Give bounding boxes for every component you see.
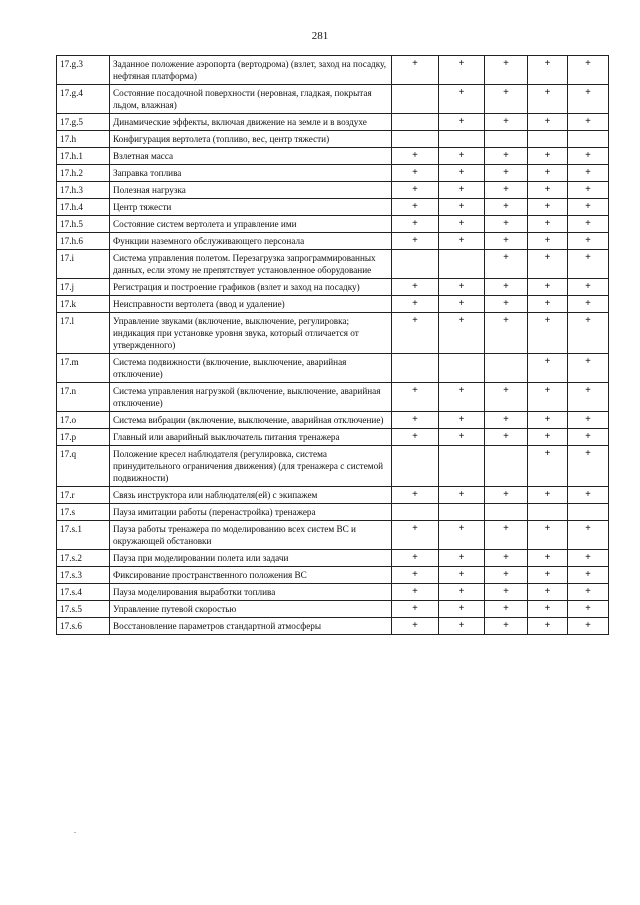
level-mark-3: +: [485, 550, 528, 567]
level-mark-4: [528, 131, 568, 148]
row-code: 17.h.3: [57, 182, 110, 199]
level-mark-3: +: [485, 114, 528, 131]
row-description: Динамические эффекты, включая движение на земле и в воздухе: [110, 114, 392, 131]
level-mark-5: +: [568, 114, 609, 131]
level-mark-1: +: [392, 182, 439, 199]
row-code: 17.i: [57, 250, 110, 279]
row-code: 17.g.3: [57, 56, 110, 85]
table-row: [57, 199, 609, 216]
level-mark-5: +: [568, 216, 609, 233]
level-mark-1: +: [392, 148, 439, 165]
level-mark-4: +: [528, 85, 568, 114]
row-code: 17.s: [57, 504, 110, 521]
row-description: Система управления нагрузкой (включение, выключение, аварийная отключение): [110, 383, 392, 412]
table-row: [57, 131, 609, 148]
level-mark-5: +: [568, 601, 609, 618]
level-mark-5: +: [568, 148, 609, 165]
footer-mark: .: [74, 826, 76, 835]
level-mark-3: +: [485, 279, 528, 296]
level-mark-1: [392, 250, 439, 279]
level-mark-2: +: [439, 216, 485, 233]
level-mark-4: +: [528, 279, 568, 296]
level-mark-1: +: [392, 429, 439, 446]
level-mark-2: +: [439, 233, 485, 250]
level-mark-4: +: [528, 56, 568, 85]
level-mark-1: +: [392, 296, 439, 313]
row-description: Регистрация и построение графиков (взлет и заход на посадку): [110, 279, 392, 296]
row-description: Пауза имитации работы (перенастройка) тренажера: [110, 504, 392, 521]
level-mark-5: [568, 504, 609, 521]
row-code: 17.g.4: [57, 85, 110, 114]
level-mark-2: +: [439, 601, 485, 618]
level-mark-1: +: [392, 216, 439, 233]
level-mark-5: +: [568, 313, 609, 354]
level-mark-1: +: [392, 383, 439, 412]
level-mark-2: +: [439, 279, 485, 296]
table-row: [57, 216, 609, 233]
row-description: Заданное положение аэропорта (вертодрома) (взлет, заход на посадку, нефтяная платформа): [110, 56, 392, 85]
table-row: [57, 567, 609, 584]
level-mark-1: [392, 131, 439, 148]
level-mark-3: +: [485, 601, 528, 618]
level-mark-3: +: [485, 199, 528, 216]
row-code: 17.h.6: [57, 233, 110, 250]
level-mark-2: [439, 504, 485, 521]
row-description: Конфигурация вертолета (топливо, вес, центр тяжести): [110, 131, 392, 148]
level-mark-1: +: [392, 279, 439, 296]
level-mark-4: +: [528, 383, 568, 412]
row-description: Система подвижности (включение, выключение, аварийная отключение): [110, 354, 392, 383]
table-row: [57, 521, 609, 550]
level-mark-1: [392, 446, 439, 487]
level-mark-3: +: [485, 618, 528, 635]
level-mark-3: +: [485, 56, 528, 85]
level-mark-4: +: [528, 165, 568, 182]
level-mark-5: +: [568, 429, 609, 446]
level-mark-2: +: [439, 584, 485, 601]
table-row: [57, 550, 609, 567]
level-mark-5: +: [568, 383, 609, 412]
row-code: 17.s.1: [57, 521, 110, 550]
level-mark-4: +: [528, 567, 568, 584]
row-code: 17.s.3: [57, 567, 110, 584]
table-row: [57, 296, 609, 313]
table-row: [57, 85, 609, 114]
table-row: [57, 114, 609, 131]
level-mark-1: +: [392, 487, 439, 504]
level-mark-3: +: [485, 429, 528, 446]
level-mark-3: +: [485, 383, 528, 412]
level-mark-2: +: [439, 567, 485, 584]
level-mark-5: +: [568, 279, 609, 296]
row-code: 17.s.4: [57, 584, 110, 601]
table-row: [57, 165, 609, 182]
level-mark-3: +: [485, 521, 528, 550]
level-mark-1: +: [392, 601, 439, 618]
row-description: Восстановление параметров стандартной атмосферы: [110, 618, 392, 635]
level-mark-2: +: [439, 56, 485, 85]
level-mark-4: +: [528, 550, 568, 567]
table-row: [57, 487, 609, 504]
level-mark-1: +: [392, 165, 439, 182]
row-description: Управление звуками (включение, выключение, регулировка; индикация при установке уровня звука, который отличается от утвержденного): [110, 313, 392, 354]
level-mark-4: +: [528, 199, 568, 216]
level-mark-1: [392, 354, 439, 383]
row-code: 17.h.1: [57, 148, 110, 165]
row-description: Состояние систем вертолета и управление ими: [110, 216, 392, 233]
row-description: Функции наземного обслуживающего персонала: [110, 233, 392, 250]
row-code: 17.m: [57, 354, 110, 383]
level-mark-4: +: [528, 250, 568, 279]
level-mark-3: +: [485, 165, 528, 182]
row-code: 17.n: [57, 383, 110, 412]
level-mark-3: +: [485, 412, 528, 429]
row-code: 17.g.5: [57, 114, 110, 131]
level-mark-3: +: [485, 487, 528, 504]
row-code: 17.h.2: [57, 165, 110, 182]
level-mark-5: +: [568, 618, 609, 635]
level-mark-2: +: [439, 114, 485, 131]
row-description: Главный или аварийный выключатель питания тренажера: [110, 429, 392, 446]
level-mark-5: +: [568, 521, 609, 550]
level-mark-4: +: [528, 296, 568, 313]
level-mark-4: +: [528, 601, 568, 618]
level-mark-3: [485, 504, 528, 521]
table-row: [57, 354, 609, 383]
row-code: 17.h.5: [57, 216, 110, 233]
level-mark-5: +: [568, 550, 609, 567]
level-mark-5: +: [568, 446, 609, 487]
level-mark-2: [439, 446, 485, 487]
level-mark-3: +: [485, 148, 528, 165]
level-mark-5: +: [568, 250, 609, 279]
level-mark-2: +: [439, 429, 485, 446]
row-code: 17.o: [57, 412, 110, 429]
row-description: Пауза работы тренажера по моделированию всех систем ВС и окружающей обстановки: [110, 521, 392, 550]
level-mark-3: +: [485, 313, 528, 354]
row-code: 17.q: [57, 446, 110, 487]
requirements-table: [56, 55, 609, 635]
level-mark-5: +: [568, 354, 609, 383]
level-mark-2: +: [439, 165, 485, 182]
table-row: [57, 56, 609, 85]
level-mark-5: +: [568, 165, 609, 182]
level-mark-1: [392, 504, 439, 521]
level-mark-5: [568, 131, 609, 148]
level-mark-5: +: [568, 567, 609, 584]
level-mark-4: +: [528, 487, 568, 504]
level-mark-3: +: [485, 182, 528, 199]
level-mark-1: +: [392, 521, 439, 550]
table-row: [57, 383, 609, 412]
level-mark-4: +: [528, 233, 568, 250]
level-mark-2: +: [439, 296, 485, 313]
row-description: Система управления полетом. Перезагрузка запрограммированных данных, если этому не препятствует установленное оборудование: [110, 250, 392, 279]
level-mark-4: +: [528, 446, 568, 487]
row-description: Центр тяжести: [110, 199, 392, 216]
row-description: Взлетная масса: [110, 148, 392, 165]
level-mark-3: [485, 131, 528, 148]
level-mark-2: +: [439, 148, 485, 165]
level-mark-1: +: [392, 56, 439, 85]
row-description: Связь инструктора или наблюдателя(ей) с экипажем: [110, 487, 392, 504]
level-mark-3: [485, 354, 528, 383]
row-description: Заправка топлива: [110, 165, 392, 182]
level-mark-1: +: [392, 313, 439, 354]
level-mark-2: +: [439, 199, 485, 216]
row-description: Управление путевой скоростью: [110, 601, 392, 618]
table-row: [57, 250, 609, 279]
row-description: Неисправности вертолета (ввод и удаление): [110, 296, 392, 313]
level-mark-4: +: [528, 114, 568, 131]
level-mark-3: +: [485, 216, 528, 233]
level-mark-4: +: [528, 521, 568, 550]
row-description: Положение кресел наблюдателя (регулировка, система принудительного ограничения движения) (для тренажера с системой подвижности): [110, 446, 392, 487]
level-mark-5: +: [568, 296, 609, 313]
level-mark-2: +: [439, 550, 485, 567]
level-mark-3: +: [485, 85, 528, 114]
level-mark-4: +: [528, 618, 568, 635]
page-number: 281: [311, 30, 329, 42]
table-row: [57, 429, 609, 446]
level-mark-2: +: [439, 618, 485, 635]
table-row: [57, 182, 609, 199]
row-code: 17.l: [57, 313, 110, 354]
level-mark-3: +: [485, 233, 528, 250]
level-mark-1: +: [392, 233, 439, 250]
row-code: 17.p: [57, 429, 110, 446]
level-mark-3: +: [485, 296, 528, 313]
level-mark-4: +: [528, 216, 568, 233]
row-code: 17.j: [57, 279, 110, 296]
table-row: [57, 618, 609, 635]
table-row: [57, 446, 609, 487]
table-row: [57, 313, 609, 354]
level-mark-2: +: [439, 182, 485, 199]
level-mark-4: +: [528, 148, 568, 165]
level-mark-5: +: [568, 487, 609, 504]
level-mark-1: +: [392, 567, 439, 584]
level-mark-2: +: [439, 313, 485, 354]
row-code: 17.s.6: [57, 618, 110, 635]
level-mark-4: +: [528, 429, 568, 446]
level-mark-4: +: [528, 412, 568, 429]
level-mark-5: +: [568, 233, 609, 250]
level-mark-5: +: [568, 584, 609, 601]
level-mark-4: +: [528, 354, 568, 383]
row-description: Состояние посадочной поверхности (неровная, гладкая, покрытая льдом, влажная): [110, 85, 392, 114]
level-mark-1: +: [392, 412, 439, 429]
level-mark-4: +: [528, 584, 568, 601]
table-row: [57, 504, 609, 521]
row-code: 17.s.5: [57, 601, 110, 618]
row-code: 17.h.4: [57, 199, 110, 216]
table-row: [57, 584, 609, 601]
row-description: Фиксирование пространственного положения ВС: [110, 567, 392, 584]
row-code: 17.s.2: [57, 550, 110, 567]
table-row: [57, 148, 609, 165]
level-mark-2: +: [439, 412, 485, 429]
table-row: [57, 601, 609, 618]
level-mark-2: [439, 131, 485, 148]
level-mark-4: +: [528, 313, 568, 354]
row-description: Пауза моделирования выработки топлива: [110, 584, 392, 601]
row-description: Полезная нагрузка: [110, 182, 392, 199]
level-mark-5: +: [568, 182, 609, 199]
level-mark-3: +: [485, 567, 528, 584]
level-mark-1: +: [392, 550, 439, 567]
row-code: 17.h: [57, 131, 110, 148]
level-mark-5: +: [568, 199, 609, 216]
level-mark-5: +: [568, 56, 609, 85]
level-mark-3: +: [485, 584, 528, 601]
level-mark-2: +: [439, 383, 485, 412]
table-row: [57, 412, 609, 429]
table-row: [57, 233, 609, 250]
level-mark-2: [439, 354, 485, 383]
level-mark-3: [485, 446, 528, 487]
level-mark-2: +: [439, 521, 485, 550]
table-row: [57, 279, 609, 296]
level-mark-2: +: [439, 85, 485, 114]
level-mark-4: +: [528, 182, 568, 199]
level-mark-3: +: [485, 250, 528, 279]
level-mark-5: +: [568, 412, 609, 429]
row-code: 17.k: [57, 296, 110, 313]
row-description: Система вибрации (включение, выключение, аварийная отключение): [110, 412, 392, 429]
row-code: 17.r: [57, 487, 110, 504]
level-mark-2: +: [439, 487, 485, 504]
level-mark-1: [392, 85, 439, 114]
level-mark-1: +: [392, 199, 439, 216]
level-mark-2: [439, 250, 485, 279]
level-mark-1: +: [392, 584, 439, 601]
level-mark-1: +: [392, 618, 439, 635]
row-description: Пауза при моделировании полета или задачи: [110, 550, 392, 567]
level-mark-4: [528, 504, 568, 521]
level-mark-5: +: [568, 85, 609, 114]
table-body: [57, 56, 609, 635]
level-mark-1: [392, 114, 439, 131]
